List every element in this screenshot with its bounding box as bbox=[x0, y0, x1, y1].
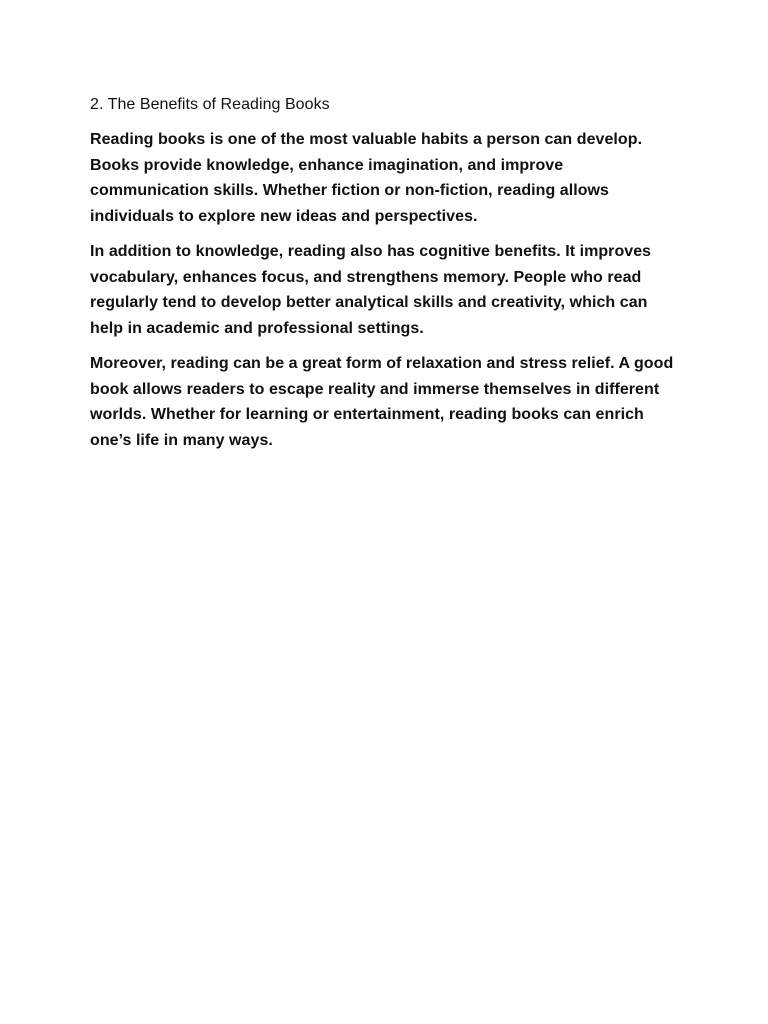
paragraph-cognitive-benefits: In addition to knowledge, reading also has cognitive benefits. It improves vocabulary, enhances focus, and strengthens memory. People who read regularly tend to develop better analytical skills and creativity, which can help in academic and professional settings. bbox=[90, 243, 652, 337]
section-heading: 2. The Benefits of Reading Books bbox=[90, 96, 330, 113]
document-body bbox=[90, 92, 680, 463]
paragraph-relaxation: Moreover, reading can be a great form of relaxation and stress relief. A good book allows readers to escape reality and immerse themselves in different worlds. Whether for learning or entertainment, reading books can enrich one’s life in many ways. bbox=[90, 355, 674, 449]
paragraph-intro: Reading books is one of the most valuable habits a person can develop. Books provide knowledge, enhance imagination, and improve communication skills. Whether fiction or non-fiction, reading allows individuals to explore new ideas and perspectives. bbox=[90, 131, 643, 225]
